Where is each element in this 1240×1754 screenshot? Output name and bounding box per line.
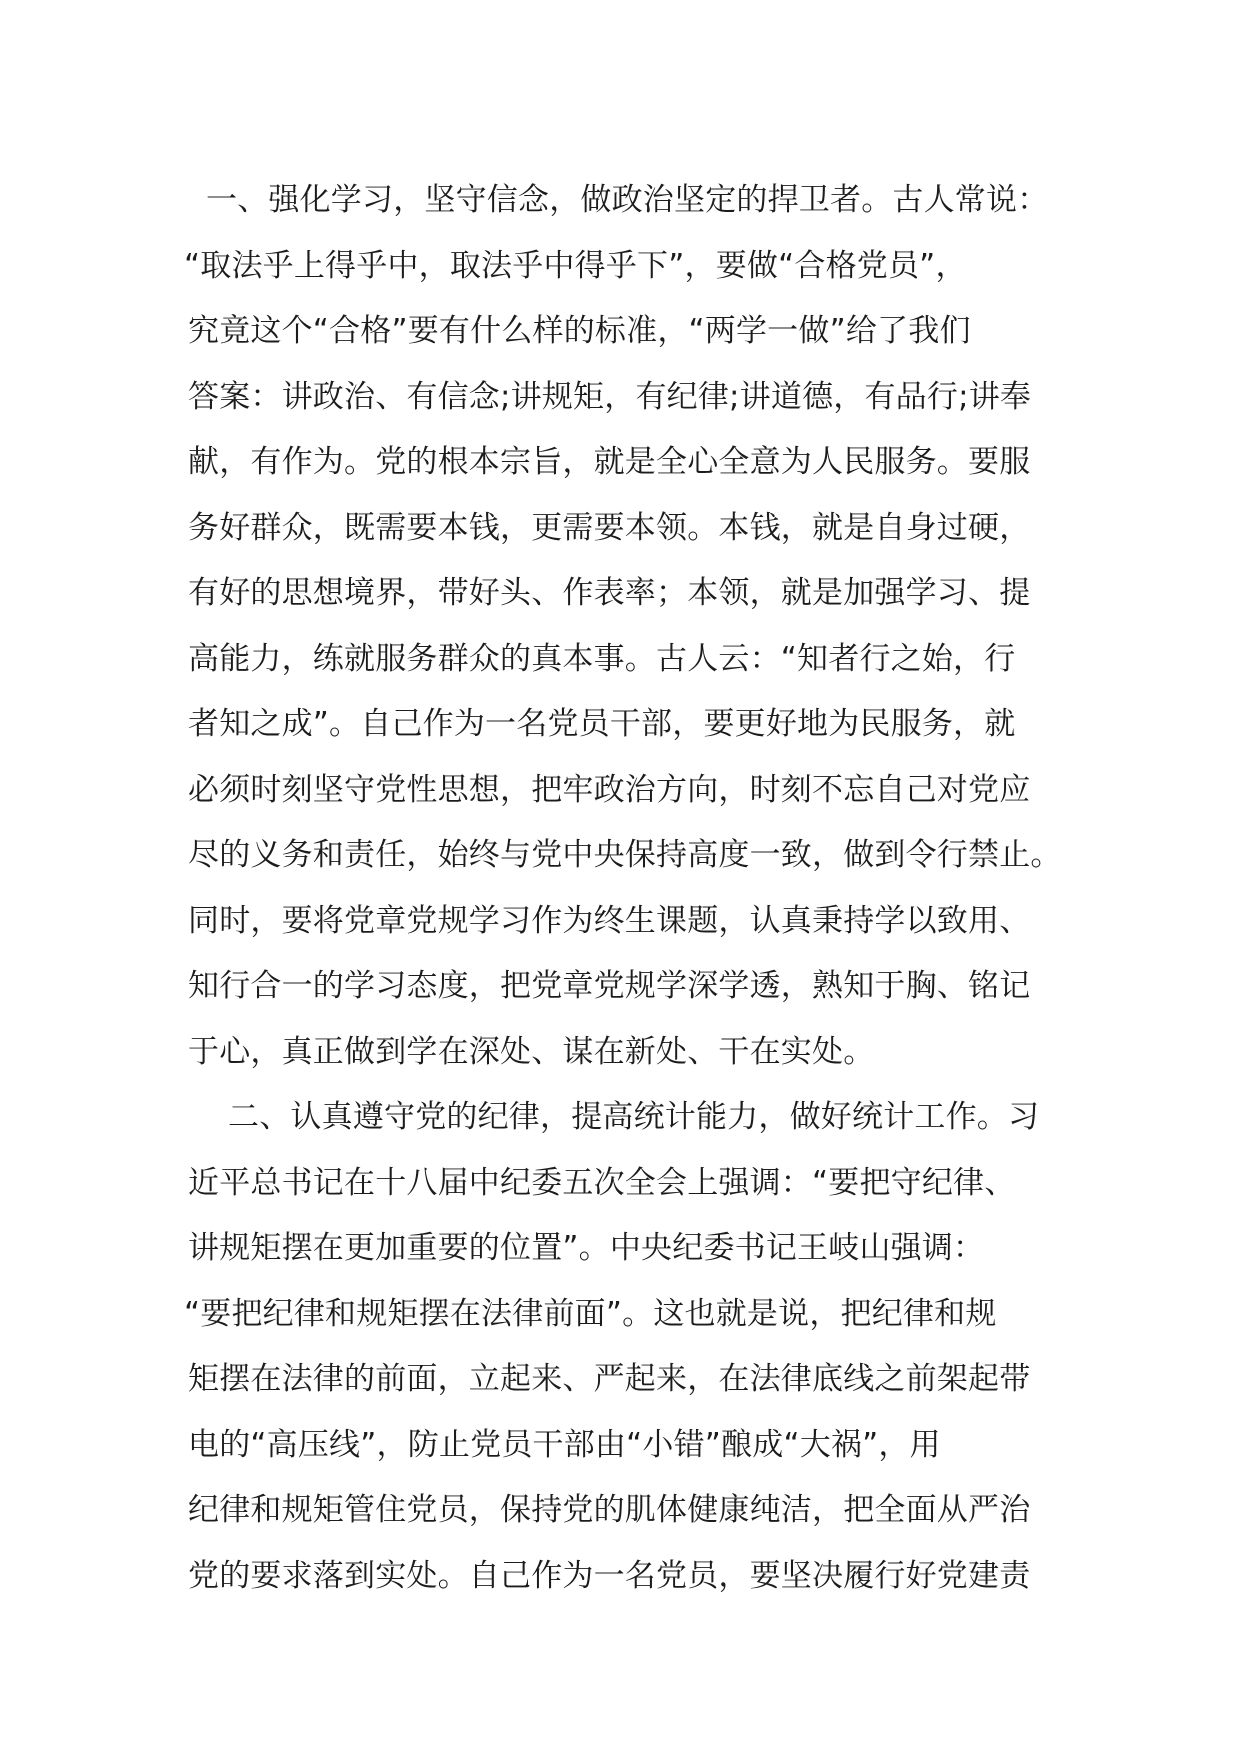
text-line: 献，有作为。党的根本宗旨，就是全心全意为人民服务。要服 — [188, 444, 1031, 480]
text-line: 纪律和规矩管住党员，保持党的肌体健康纯洁，把全面从严治 — [188, 1492, 1031, 1528]
text-line: 电的“高压线”，防止党员干部由“小错”酿成“大祸”，用 — [188, 1426, 941, 1463]
text-line: 务好群众，既需要本钱，更需要本领。本钱，就是自身过硬， — [188, 509, 1031, 546]
text-line: 于心，真正做到学在深处、谋在新处、干在实处。 — [188, 1033, 875, 1070]
text-line: 党的要求落到实处。自己作为一名党员，要坚决履行好党建责 — [188, 1557, 1031, 1594]
text-line: 矩摆在法律的前面，立起来、严起来，在法律底线之前架起带 — [188, 1361, 1031, 1397]
text-line: 知行合一的学习态度，把党章党规学深学透，熟知于胸、铭记 — [188, 968, 1031, 1004]
text-line: 答案：讲政治、有信念;讲规矩，有纪律;讲道德，有品行;讲奉 — [188, 378, 1032, 415]
text-line: 近平总书记在十八届中纪委五次全会上强调：“要把守纪律、 — [188, 1164, 1016, 1201]
text-line: 高能力，练就服务群众的真本事。古人云：“知者行之始，行 — [188, 640, 1016, 677]
text-line: “要把纪律和规矩摆在法律前面”。这也就是说，把纪律和规 — [184, 1295, 997, 1332]
text-line: 究竟这个“合格”要有什么样的标准，“两学一做”给了我们 — [188, 313, 971, 349]
text-line: 同时，要将党章党规学习作为终生课题，认真秉持学以致用、 — [188, 902, 1031, 939]
text-line: 一、强化学习，坚守信念，做政治坚定的捍卫者。古人常说： — [206, 182, 1049, 218]
text-line: “取法乎上得乎中，取法乎中得乎下”，要做“合格党员”， — [184, 247, 967, 284]
text-line: 者知之成”。自己作为一名党员干部，要更好地为民服务，就 — [188, 706, 1016, 742]
text-line: 尽的义务和责任，始终与党中央保持高度一致，做到令行禁止。 — [188, 837, 1062, 873]
text-line: 二、认真遵守党的纪律，提高统计能力，做好统计工作。习 — [228, 1099, 1040, 1135]
body-text — [184, 168, 1068, 1609]
text-line: 必须时刻坚守党性思想，把牢政治方向，时刻不忘自己对党应 — [188, 771, 1031, 808]
text-line: 有好的思想境界，带好头、作表率；本领，就是加强学习、提 — [188, 575, 1031, 611]
text-line: 讲规矩摆在更加重要的位置”。中央纪委书记王岐山强调： — [188, 1230, 985, 1266]
